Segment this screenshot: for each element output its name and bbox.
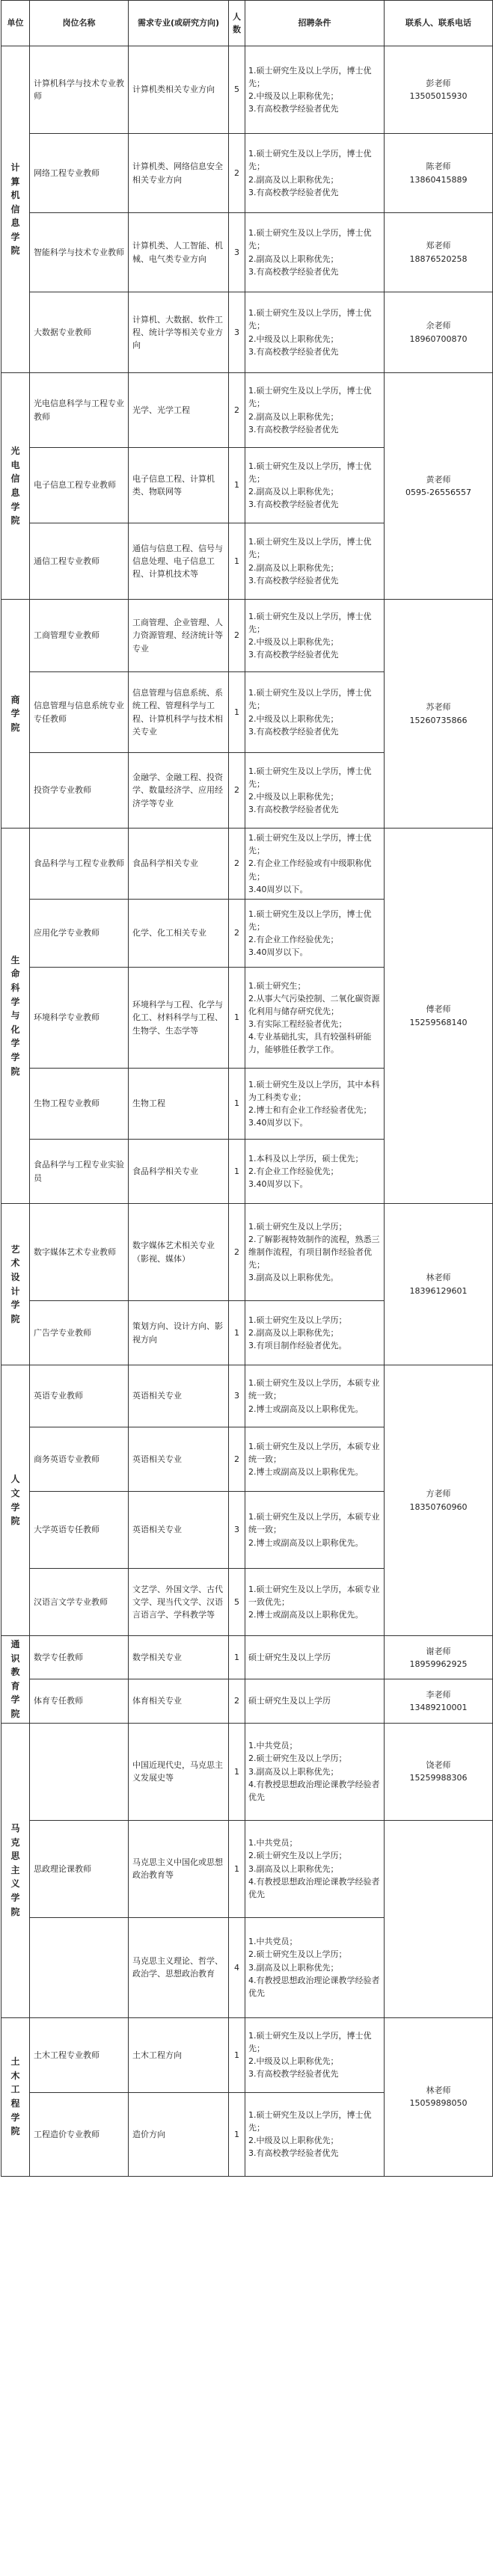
position-cell: 商务英语专业教师	[30, 1427, 129, 1492]
requirements-cell: 1.中共党员； 2.硕士研究生及以上学历； 3.副高及以上职称优先； 4.有教授思想政治理论课教学经验者优先	[245, 1917, 385, 2017]
major-cell: 通信与信息工程、信号与信息处理、电子信息工程、计算机技术等	[129, 523, 229, 600]
table-row	[1, 2017, 493, 2092]
table-row	[1, 1365, 493, 1427]
count-cell: 1	[229, 1723, 245, 1820]
major-cell: 文艺学、外国文学、古代文学、现当代文学、汉语言语言学、学科教学等	[129, 1569, 229, 1636]
table-row	[1, 829, 493, 900]
major-cell: 工商管理、企业管理、人力资源管理、经济统计等专业	[129, 600, 229, 672]
major-cell: 马克思主义理论、哲学、政治学、思想政治教育	[129, 1917, 229, 2017]
position-cell: 体育专任教师	[30, 1679, 129, 1723]
contact-cell: 苏老师 15260735866	[385, 600, 493, 829]
major-cell: 计算机、大数据、软件工程、统计学等相关专业方向	[129, 292, 229, 373]
requirements-cell: 1.中共党员； 2.硕士研究生及以上学历； 3.副高及以上职称优先； 4.有教授思想政治理论课教学经验者优先	[245, 1723, 385, 1820]
count-cell: 1	[229, 2092, 245, 2176]
position-cell: 应用化学专业教师	[30, 900, 129, 968]
header-row	[1, 1, 493, 46]
position-cell: 大学英语专任教师	[30, 1492, 129, 1569]
count-cell: 2	[229, 829, 245, 900]
count-cell: 2	[229, 373, 245, 448]
unit-cell: 马克思主义学院	[1, 1723, 30, 2017]
unit-cell: 土木工程学院	[1, 2017, 30, 2176]
position-cell: 汉语言文学专业教师	[30, 1569, 129, 1636]
count-cell: 3	[229, 292, 245, 373]
header-unit: 单位	[1, 1, 30, 46]
count-cell: 2	[229, 600, 245, 672]
requirements-cell: 1.硕士研究生及以上学历，其中本科为工科类专业； 2.博士和有企业工作经验者优先； 3.40周岁以下。	[245, 1069, 385, 1140]
position-cell	[30, 1917, 129, 2017]
requirements-cell: 1.硕士研究生及以上学历，本硕专业统一致； 2.博士或副高及以上职称优先。	[245, 1427, 385, 1492]
requirements-cell: 硕士研究生及以上学历	[245, 1679, 385, 1723]
major-cell: 中国近现代史，马克思主义发展史等	[129, 1723, 229, 1820]
table-row	[1, 1204, 493, 1301]
unit-cell: 人文学院	[1, 1365, 30, 1636]
position-cell: 大数据专业教师	[30, 292, 129, 373]
header-contact: 联系人、联系电话	[385, 1, 493, 46]
position-cell: 数学专任教师	[30, 1636, 129, 1679]
unit-cell: 艺术设计学院	[1, 1204, 30, 1365]
count-cell: 3	[229, 1365, 245, 1427]
requirements-cell: 1.硕士研究生及以上学历，博士优先； 2.中级及以上职称优先； 3.有高校教学经验者优先	[245, 2017, 385, 2092]
requirements-cell: 1.硕士研究生及以上学历，博士优先； 2.副高及以上职称优先； 3.有高校教学经验者优先	[245, 134, 385, 213]
count-cell: 3	[229, 213, 245, 292]
table-row	[1, 1679, 493, 1723]
position-cell: 智能科学与技术专业教师	[30, 213, 129, 292]
position-cell: 光电信息科学与工程专业教师	[30, 373, 129, 448]
contact-cell: 彭老师 13505015930	[385, 46, 493, 134]
count-cell: 1	[229, 1301, 245, 1365]
header-position: 岗位名称	[30, 1, 129, 46]
header-count: 人数	[229, 1, 245, 46]
position-cell: 思政理论课教师	[30, 1820, 129, 1917]
requirements-cell: 1.硕士研究生及以上学历，博士优先； 2.有企业工作经验或有中级职称优先； 3.40周岁以下。	[245, 829, 385, 900]
major-cell: 计算机类相关专业方向	[129, 46, 229, 134]
major-cell: 策划方向、设计方向、影视方向	[129, 1301, 229, 1365]
major-cell: 环境科学与工程、化学与化工、材料科学与工程、生物学、生态学等	[129, 968, 229, 1069]
requirements-cell: 1.中共党员； 2.硕士研究生及以上学历； 3.副高及以上职称优先； 4.有教授思想政治理论课教学经验者优先	[245, 1820, 385, 1917]
count-cell: 1	[229, 672, 245, 753]
position-cell	[30, 1723, 129, 1820]
count-cell: 1	[229, 1636, 245, 1679]
position-cell: 土木工程专业教师	[30, 2017, 129, 2092]
table-row	[1, 1723, 493, 1820]
contact-cell: 余老师 18960700870	[385, 292, 493, 373]
unit-cell: 商学院	[1, 600, 30, 829]
table-row	[1, 600, 493, 672]
major-cell: 食品科学相关专业	[129, 1140, 229, 1204]
contact-cell: 谢老师 18959962925	[385, 1636, 493, 1679]
table-row	[1, 1636, 493, 1679]
requirements-cell: 硕士研究生及以上学历	[245, 1636, 385, 1679]
unit-cell: 光电信息学院	[1, 373, 30, 600]
position-cell: 英语专业教师	[30, 1365, 129, 1427]
count-cell: 4	[229, 1917, 245, 2017]
count-cell: 5	[229, 46, 245, 134]
position-cell: 工程造价专业教师	[30, 2092, 129, 2176]
contact-cell: 林老师 18396129601	[385, 1204, 493, 1365]
major-cell: 食品科学相关专业	[129, 829, 229, 900]
requirements-cell: 1.本科及以上学历，硕士优先； 2.有企业工作经验优先； 3.40周岁以下。	[245, 1140, 385, 1204]
count-cell: 2	[229, 134, 245, 213]
count-cell: 3	[229, 1492, 245, 1569]
requirements-cell: 1.硕士研究生及以上学历，本硕专业一致优先； 2.博士或副高及以上职称优先。	[245, 1569, 385, 1636]
position-cell: 广告学专业教师	[30, 1301, 129, 1365]
table-row	[1, 134, 493, 213]
requirements-cell: 1.硕士研究生及以上学历； 2.了解影视特效制作的流程，熟悉三维制作流程，有项目制作经验者优先； 3.副高及以上职称优先。	[245, 1204, 385, 1301]
position-cell: 计算机科学与技术专业教师	[30, 46, 129, 134]
requirements-cell: 1.硕士研究生及以上学历，本硕专业统一致； 2.博士或副高及以上职称优先。	[245, 1492, 385, 1569]
major-cell: 计算机类、网络信息安全相关专业方向	[129, 134, 229, 213]
major-cell: 生物工程	[129, 1069, 229, 1140]
contact-cell: 林老师 15059898050	[385, 2017, 493, 2176]
major-cell: 电子信息工程、计算机类、物联网等	[129, 448, 229, 523]
recruitment-table	[1, 0, 493, 2177]
position-cell: 通信工程专业教师	[30, 523, 129, 600]
requirements-cell: 1.硕士研究生及以上学历，博士优先； 2.中级及以上职称优先； 3.有高校教学经验者优先	[245, 600, 385, 672]
table-row	[1, 1820, 493, 1917]
contact-cell	[385, 1820, 493, 2017]
position-cell: 电子信息工程专业教师	[30, 448, 129, 523]
major-cell: 信息管理与信息系统、系统工程、管理科学与工程、计算机科学与技术相关专业	[129, 672, 229, 753]
position-cell: 环境科学专业教师	[30, 968, 129, 1069]
major-cell: 数学相关专业	[129, 1636, 229, 1679]
requirements-cell: 1.硕士研究生及以上学历，博士优先； 2.副高及以上职称优先； 3.有高校教学经验者优先	[245, 448, 385, 523]
table-row	[1, 292, 493, 373]
table-row	[1, 213, 493, 292]
count-cell: 1	[229, 1069, 245, 1140]
contact-cell: 黄老师 0595-26556557	[385, 373, 493, 600]
header-requirements: 招聘条件	[245, 1, 385, 46]
requirements-cell: 1.硕士研究生及以上学历，博士优先； 2.中级及以上职称优先； 3.有高校教学经验者优先	[245, 672, 385, 753]
requirements-cell: 1.硕士研究生及以上学历，博士优先； 2.副高及以上职称优先； 3.有高校教学经验者优先	[245, 373, 385, 448]
requirements-cell: 1.硕士研究生； 2.从事大气污染控制、二氧化碳资源化利用与储存研究优先； 3.有实际工程经验者优先； 4.专业基础扎实，具有较强科研能力，能够胜任教学工作。	[245, 968, 385, 1069]
contact-cell: 李老师 13489210001	[385, 1679, 493, 1723]
count-cell: 2	[229, 753, 245, 829]
unit-cell: 通识教育学院	[1, 1636, 30, 1724]
contact-cell: 陈老师 13860415889	[385, 134, 493, 213]
requirements-cell: 1.硕士研究生及以上学历，博士优先； 2.有企业工作经验优先； 3.40周岁以下。	[245, 900, 385, 968]
count-cell: 1	[229, 448, 245, 523]
contact-cell: 方老师 18350760960	[385, 1365, 493, 1636]
major-cell: 化学、化工相关专业	[129, 900, 229, 968]
count-cell: 1	[229, 1140, 245, 1204]
major-cell: 造价方向	[129, 2092, 229, 2176]
contact-cell: 傅老师 15259568140	[385, 829, 493, 1204]
position-cell: 生物工程专业教师	[30, 1069, 129, 1140]
count-cell: 2	[229, 900, 245, 968]
position-cell: 食品科学与工程专业实验员	[30, 1140, 129, 1204]
requirements-cell: 1.硕士研究生及以上学历，博士优先； 2.中级及以上职称优先； 3.有高校教学经验者优先	[245, 292, 385, 373]
requirements-cell: 1.硕士研究生及以上学历，本硕专业统一致； 2.博士或副高及以上职称优先。	[245, 1365, 385, 1427]
position-cell: 投资学专业教师	[30, 753, 129, 829]
requirements-cell: 1.硕士研究生及以上学历，博士优先； 2.中级及以上职称优先； 3.有高校教学经验者优先	[245, 46, 385, 134]
unit-cell: 生命科学与化学学院	[1, 829, 30, 1204]
count-cell: 2	[229, 1204, 245, 1301]
major-cell: 英语相关专业	[129, 1427, 229, 1492]
count-cell: 2	[229, 1427, 245, 1492]
major-cell: 光学、光学工程	[129, 373, 229, 448]
count-cell: 1	[229, 523, 245, 600]
header-major: 需求专业(或研究方向)	[129, 1, 229, 46]
count-cell: 2	[229, 1679, 245, 1723]
contact-cell: 郑老师 18876520258	[385, 213, 493, 292]
major-cell: 马克思主义中国化或思想政治教育等	[129, 1820, 229, 1917]
count-cell: 1	[229, 1820, 245, 1917]
major-cell: 体育相关专业	[129, 1679, 229, 1723]
position-cell: 工商管理专业教师	[30, 600, 129, 672]
position-cell: 食品科学与工程专业教师	[30, 829, 129, 900]
count-cell: 5	[229, 1569, 245, 1636]
requirements-cell: 1.硕士研究生及以上学历，博士优先； 2.中级及以上职称优先； 3.有高校教学经验者优先	[245, 753, 385, 829]
table-row	[1, 373, 493, 448]
major-cell: 土木工程方向	[129, 2017, 229, 2092]
requirements-cell: 1.硕士研究生及以上学历，博士优先； 2.中级及以上职称优先； 3.有高校教学经验者优先	[245, 2092, 385, 2176]
count-cell: 1	[229, 968, 245, 1069]
table-row	[1, 46, 493, 134]
contact-cell: 饶老师 15259988306	[385, 1723, 493, 1820]
requirements-cell: 1.硕士研究生及以上学历，博士优先； 2.副高及以上职称优先； 3.有高校教学经验者优先	[245, 523, 385, 600]
major-cell: 数字媒体艺术相关专业（影视、媒体）	[129, 1204, 229, 1301]
requirements-cell: 1.硕士研究生及以上学历； 2.副高及以上职称优先； 3.有项目制作经验者优先。	[245, 1301, 385, 1365]
position-cell: 网络工程专业教师	[30, 134, 129, 213]
position-cell: 数字媒体艺术专业教师	[30, 1204, 129, 1301]
major-cell: 金融学、金融工程、投资学、数量经济学、应用经济学等专业	[129, 753, 229, 829]
major-cell: 英语相关专业	[129, 1492, 229, 1569]
major-cell: 英语相关专业	[129, 1365, 229, 1427]
major-cell: 计算机类、人工智能、机械、电气类专业方向	[129, 213, 229, 292]
count-cell: 1	[229, 2017, 245, 2092]
position-cell: 信息管理与信息系统专业专任教师	[30, 672, 129, 753]
unit-cell: 计算机信息学院	[1, 46, 30, 373]
requirements-cell: 1.硕士研究生及以上学历，博士优先； 2.副高及以上职称优先； 3.有高校教学经验者优先	[245, 213, 385, 292]
